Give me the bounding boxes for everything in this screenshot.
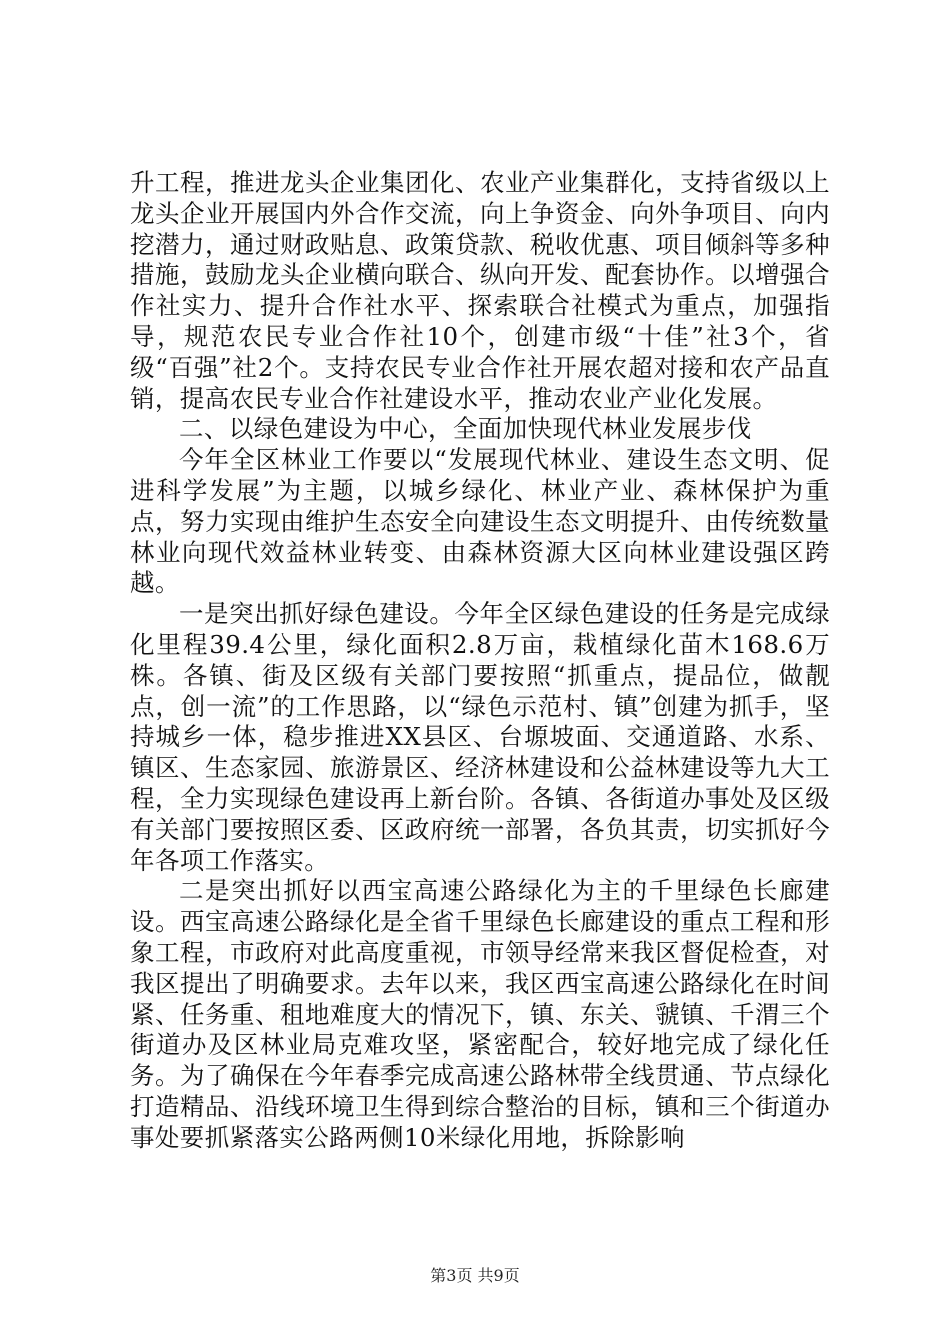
section-heading: 二、以绿色建设为中心，全面加快现代林业发展步伐 [179,414,752,444]
paragraph-highway-greening: 二是突出抓好以西宝高速公路绿化为主的千里绿色长廊建设。西宝高速公路绿化是全省千里绿色长廊建设的重点工程和形象工程，市政府对此高度重视，市领导经常来我区督促检查，对我区提出了明确要求。去年以来，我区西宝高速公路绿化在时间紧、任务重、租地难度大的情况下，镇、东关、虢镇、千渭三个街道办及区林业局克难攻坚，紧密配合，较好地完成了绿化任务。为了确保在今年春季完成高速公路林带全线贯通、节点绿化打造精品、沿线环境卫生得到综合整治的目标，镇和三个街道办事处要抓紧落实公路两侧10米绿化用地，拆除影响 [130,876,830,1152]
page-footer [0,1266,950,1286]
paragraph-forestry-overview: 今年全区林业工作要以“发展现代林业、建设生态文明、促进科学发展”为主题，以城乡绿化、林业产业、森林保护为重点，努力实现由维护生态安全向建设生态文明提升、由传统数量林业向现代效益林业转变、由森林资源大区向林业建设强区跨越。 [130,445,830,598]
document-body [130,168,830,1154]
page-number: 第3页 共9页 [430,1266,520,1285]
paragraph-green-construction: 一是突出抓好绿色建设。今年全区绿色建设的任务是完成绿化里程39.4公里，绿化面积2.8万亩，栽植绿化苗木168.6万株。各镇、街及区级有关部门要按照“抓重点，提品位，做靓点，创一流”的工作思路，以“绿色示范村、镇”创建为抓手，坚持城乡一体，稳步推进XX县区、台塬坡面、交通道路、水系、镇区、生态家园、旅游景区、经济林建设和公益林建设等九大工程，全力实现绿色建设再上新台阶。各镇、各街道办事处及区级有关部门要按照区委、区政府统一部署，各负其责，切实抓好今年各项工作落实。 [130,599,830,875]
paragraph-continuation: 升工程，推进龙头企业集团化、农业产业集群化，支持省级以上龙头企业开展国内外合作交流，向上争资金、向外争项目、向内挖潜力，通过财政贴息、政策贷款、税收优惠、项目倾斜等多种措施，鼓励龙头企业横向联合、纵向开发、配套协作。以增强合作社实力、提升合作社水平、探索联合社模式为重点，加强指导，规范农民专业合作社10个，创建市级“十佳”社3个，省级“百强”社2个。支持农民专业合作社开展农超对接和农产品直销，提高农民专业合作社建设水平，推动农业产业化发展。 [130,168,830,413]
